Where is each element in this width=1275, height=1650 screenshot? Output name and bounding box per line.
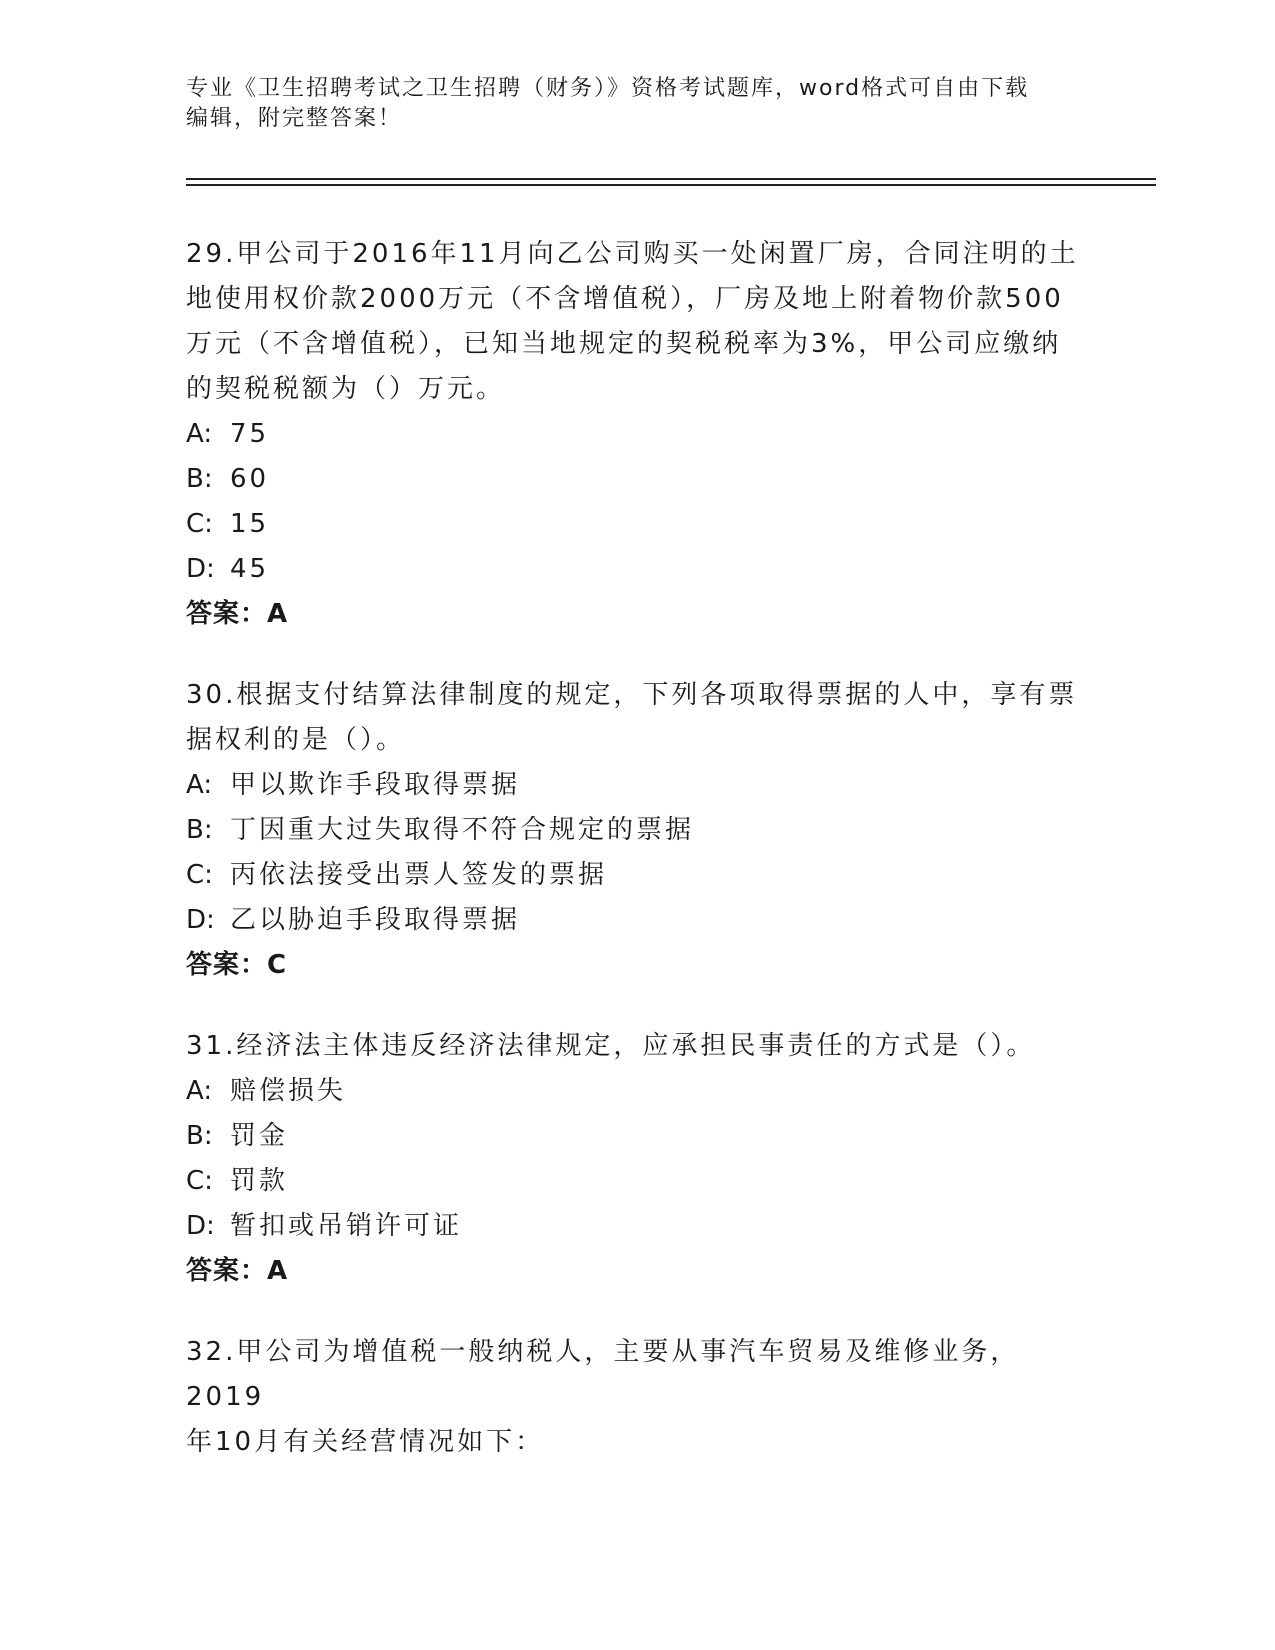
question-text-line: 万元（不含增值税），已知当地规定的契税税率为3%，甲公司应缴纳 bbox=[186, 329, 1062, 359]
option-text: 罚金 bbox=[230, 1121, 289, 1151]
option-b bbox=[186, 1114, 1086, 1159]
option-text: 罚款 bbox=[230, 1166, 289, 1196]
option-text: 60 bbox=[230, 464, 270, 494]
option-a bbox=[186, 763, 1086, 808]
option-key: C: bbox=[186, 1166, 213, 1196]
option-text: 丙依法接受出票人签发的票据 bbox=[230, 860, 608, 890]
answer: 答案：C bbox=[186, 950, 288, 980]
answer: 答案：A bbox=[186, 1256, 289, 1286]
option-c bbox=[186, 1159, 1086, 1204]
header-line-2: 编辑，附完整答案！ bbox=[186, 106, 403, 131]
option-key: B: bbox=[186, 815, 213, 845]
document-header bbox=[186, 74, 1066, 134]
option-b bbox=[186, 457, 1086, 502]
option-c bbox=[186, 853, 1086, 898]
option-key: D: bbox=[186, 905, 215, 935]
question-text-line: 31.经济法主体违反经济法律规定，应承担民事责任的方式是（）。 bbox=[186, 1031, 1036, 1061]
option-key: A: bbox=[186, 770, 213, 800]
option-c bbox=[186, 502, 1086, 547]
option-text: 15 bbox=[230, 509, 270, 539]
option-text: 75 bbox=[230, 419, 270, 449]
option-b bbox=[186, 808, 1086, 853]
option-text: 赔偿损失 bbox=[230, 1076, 347, 1106]
question-32 bbox=[186, 1330, 1086, 1465]
question-text-line: 地使用权价款2000万元（不含增值税），厂房及地上附着物价款500 bbox=[186, 284, 1064, 314]
question-text-line: 29.甲公司于2016年11月向乙公司购买一处闲置厂房，合同注明的土 bbox=[186, 239, 1079, 269]
question-list bbox=[186, 232, 1086, 1501]
option-a bbox=[186, 1069, 1086, 1114]
option-key: B: bbox=[186, 464, 213, 494]
question-31 bbox=[186, 1024, 1086, 1294]
question-text-line: 据权利的是（）。 bbox=[186, 725, 406, 755]
question-text-line: 的契税税额为（）万元。 bbox=[186, 374, 506, 404]
option-key: C: bbox=[186, 860, 213, 890]
option-a bbox=[186, 412, 1086, 457]
option-key: A: bbox=[186, 1076, 213, 1106]
option-text: 甲以欺诈手段取得票据 bbox=[230, 770, 521, 800]
header-divider-top bbox=[186, 178, 1156, 180]
header-line-1: 专业《卫生招聘考试之卫生招聘（财务）》资格考试题库，word格式可自由下载 bbox=[186, 76, 1030, 101]
question-text-line: 30.根据支付结算法律制度的规定，下列各项取得票据的人中，享有票 bbox=[186, 680, 1078, 710]
question-29 bbox=[186, 232, 1086, 637]
question-text-line: 年10月有关经营情况如下： bbox=[186, 1427, 545, 1457]
option-text: 45 bbox=[230, 554, 270, 584]
option-d bbox=[186, 898, 1086, 943]
option-key: D: bbox=[186, 1211, 215, 1241]
option-d bbox=[186, 547, 1086, 592]
option-key: D: bbox=[186, 554, 215, 584]
header-divider-bottom bbox=[186, 184, 1156, 186]
option-d bbox=[186, 1204, 1086, 1249]
question-30 bbox=[186, 673, 1086, 988]
option-text: 丁因重大过失取得不符合规定的票据 bbox=[230, 815, 695, 845]
option-key: C: bbox=[186, 509, 213, 539]
answer: 答案：A bbox=[186, 599, 289, 629]
option-key: B: bbox=[186, 1121, 213, 1151]
option-key: A: bbox=[186, 419, 213, 449]
option-text: 乙以胁迫手段取得票据 bbox=[230, 905, 521, 935]
question-text-line: 32.甲公司为增值税一般纳税人，主要从事汽车贸易及维修业务，2019 bbox=[186, 1337, 1020, 1412]
option-text: 暂扣或吊销许可证 bbox=[230, 1211, 463, 1241]
